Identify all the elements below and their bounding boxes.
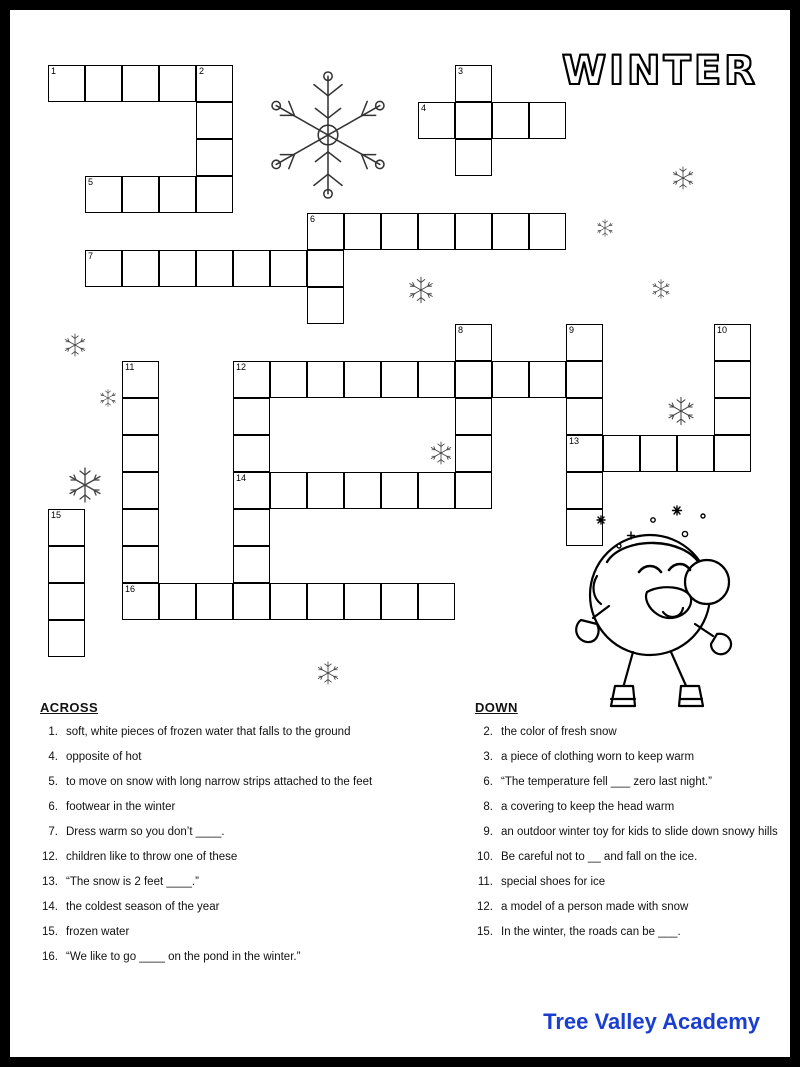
crossword-cell[interactable] — [196, 139, 233, 176]
clue-item — [40, 725, 440, 739]
crossword-cell[interactable] — [122, 176, 159, 213]
clue-text: “The snow is 2 feet ____.” — [66, 876, 199, 888]
clue-text: In the winter, the roads can be ___. — [501, 926, 681, 938]
clue-number: 10. — [477, 851, 493, 863]
crossword-cell[interactable] — [233, 435, 270, 472]
crossword-cell[interactable] — [455, 398, 492, 435]
crossword-cell[interactable] — [233, 583, 270, 620]
cell-number: 4 — [421, 103, 427, 113]
crossword-cell[interactable] — [418, 102, 455, 139]
crossword-cell[interactable] — [714, 361, 751, 398]
cell-number: 10 — [717, 325, 728, 335]
crossword-cell[interactable] — [566, 324, 603, 361]
snowflake-icon — [595, 218, 615, 238]
crossword-cell[interactable] — [418, 583, 455, 620]
clue-item — [40, 950, 440, 964]
clue-text: opposite of hot — [66, 751, 142, 763]
clue-text: soft, white pieces of frozen water that falls to the ground — [66, 726, 351, 738]
clue-text: “We like to go ____ on the pond in the winter.” — [66, 951, 301, 963]
crossword-cell[interactable] — [233, 546, 270, 583]
crossword-cell[interactable] — [233, 472, 270, 509]
clue-item — [475, 850, 785, 864]
crossword-cell[interactable] — [122, 583, 159, 620]
crossword-cell[interactable] — [418, 361, 455, 398]
crossword-cell[interactable] — [529, 102, 566, 139]
clue-item — [475, 725, 785, 739]
crossword-cell[interactable] — [381, 213, 418, 250]
crossword-cell[interactable] — [492, 102, 529, 139]
clue-text: Be careful not to __ and fall on the ice. — [501, 851, 698, 863]
crossword-cell[interactable] — [344, 361, 381, 398]
snowflake-icon — [98, 388, 118, 408]
clue-number: 5. — [48, 776, 58, 788]
clue-item — [475, 775, 785, 789]
clue-number: 1. — [48, 726, 58, 738]
worksheet-page — [10, 10, 790, 1057]
clue-text: an outdoor winter toy for kids to slide down snowy hills — [501, 826, 778, 838]
crossword-cell[interactable] — [455, 361, 492, 398]
cell-number: 5 — [88, 177, 94, 187]
page-title: WINTER — [562, 48, 758, 94]
crossword-cell[interactable] — [122, 250, 159, 287]
crossword-cell[interactable] — [85, 65, 122, 102]
crossword-cell[interactable] — [677, 435, 714, 472]
brand-footer: Tree Valley Academy — [543, 1009, 760, 1034]
clue-number: 16. — [42, 951, 58, 963]
crossword-cell[interactable] — [492, 361, 529, 398]
cell-number: 16 — [125, 584, 136, 594]
crossword-cell[interactable] — [233, 250, 270, 287]
clue-number: 13. — [42, 876, 58, 888]
clue-number: 14. — [42, 901, 58, 913]
crossword-cell[interactable] — [714, 398, 751, 435]
crossword-cell[interactable] — [48, 620, 85, 657]
snowflake-icon — [406, 275, 436, 305]
crossword-cell[interactable] — [344, 583, 381, 620]
crossword-cell[interactable] — [455, 435, 492, 472]
clue-number: 11. — [477, 876, 493, 888]
clue-text: Dress warm so you don’t ____. — [66, 826, 225, 838]
cell-number: 9 — [569, 325, 575, 335]
crossword-cell[interactable] — [233, 398, 270, 435]
crossword-cell[interactable] — [122, 546, 159, 583]
clue-text: the coldest season of the year — [66, 901, 220, 913]
crossword-cell[interactable] — [85, 176, 122, 213]
across-clues — [40, 700, 440, 975]
crossword-cell[interactable] — [159, 583, 196, 620]
clue-text: “The temperature fell ___ zero last night.” — [501, 776, 712, 788]
crossword-cell[interactable] — [344, 472, 381, 509]
clue-number: 4. — [48, 751, 58, 763]
crossword-cell[interactable] — [85, 250, 122, 287]
crossword-cell[interactable] — [48, 509, 85, 546]
crossword-cell[interactable] — [529, 213, 566, 250]
crossword-cell[interactable] — [455, 139, 492, 176]
snowflake-icon — [62, 332, 88, 358]
crossword-cell[interactable] — [455, 472, 492, 509]
clue-number: 6. — [483, 776, 493, 788]
clue-number: 15. — [42, 926, 58, 938]
crossword-cell[interactable] — [492, 213, 529, 250]
clue-number: 12. — [477, 901, 493, 913]
crossword-cell[interactable] — [714, 324, 751, 361]
clue-text: frozen water — [66, 926, 130, 938]
clue-item — [40, 825, 440, 839]
crossword-cell[interactable] — [455, 102, 492, 139]
clue-item — [475, 875, 785, 889]
cell-number: 6 — [310, 214, 316, 224]
clue-item — [40, 900, 440, 914]
crossword-cell[interactable] — [307, 287, 344, 324]
cell-number: 13 — [569, 436, 580, 446]
clue-text: the color of fresh snow — [501, 726, 617, 738]
crossword-cell[interactable] — [196, 583, 233, 620]
crossword-cell[interactable] — [307, 472, 344, 509]
snowman-illustration — [535, 500, 765, 715]
clue-item — [475, 750, 785, 764]
clue-item — [475, 825, 785, 839]
crossword-cell[interactable] — [270, 250, 307, 287]
clue-number: 7. — [48, 826, 58, 838]
crossword-cell[interactable] — [603, 435, 640, 472]
crossword-cell[interactable] — [196, 250, 233, 287]
clue-number: 9. — [483, 826, 493, 838]
crossword-cell[interactable] — [566, 361, 603, 398]
across-heading: ACROSS — [40, 700, 99, 715]
snowflake-icon — [428, 440, 454, 466]
cell-number: 14 — [236, 473, 247, 483]
snowflake-icon — [670, 165, 696, 191]
clue-text: to move on snow with long narrow strips attached to the feet — [66, 776, 373, 788]
crossword-cell[interactable] — [48, 546, 85, 583]
crossword-cell[interactable] — [455, 213, 492, 250]
crossword-cell[interactable] — [122, 361, 159, 398]
snowflake-icon — [650, 278, 672, 300]
clue-number: 2. — [483, 726, 493, 738]
clue-text: a model of a person made with snow — [501, 901, 689, 913]
clue-text: special shoes for ice — [501, 876, 606, 888]
clue-item — [40, 800, 440, 814]
snowflake-icon — [665, 395, 697, 427]
crossword-cell[interactable] — [233, 509, 270, 546]
cell-number: 1 — [51, 66, 57, 76]
clue-item — [475, 900, 785, 914]
crossword-cell[interactable] — [122, 435, 159, 472]
clue-number: 6. — [48, 801, 58, 813]
crossword-cell[interactable] — [270, 472, 307, 509]
clue-item — [475, 925, 785, 939]
crossword-cell[interactable] — [418, 472, 455, 509]
clue-item — [40, 775, 440, 789]
clue-number: 3. — [483, 751, 493, 763]
cell-number: 15 — [51, 510, 62, 520]
crossword-cell[interactable] — [455, 324, 492, 361]
clue-item — [40, 750, 440, 764]
clue-item — [475, 800, 785, 814]
clue-text: footwear in the winter — [66, 801, 176, 813]
crossword-cell[interactable] — [159, 65, 196, 102]
crossword-cell[interactable] — [566, 398, 603, 435]
clue-number: 15. — [477, 926, 493, 938]
crossword-cell[interactable] — [418, 213, 455, 250]
crossword-cell[interactable] — [159, 250, 196, 287]
clue-text: a piece of clothing worn to keep warm — [501, 751, 695, 763]
down-heading: DOWN — [475, 700, 518, 715]
crossword-cell[interactable] — [159, 176, 196, 213]
clue-item — [40, 875, 440, 889]
clue-text: a covering to keep the head warm — [501, 801, 675, 813]
clue-item — [40, 925, 440, 939]
crossword-cell[interactable] — [48, 65, 85, 102]
cell-number: 3 — [458, 66, 464, 76]
crossword-cell[interactable] — [122, 398, 159, 435]
crossword-cell[interactable] — [233, 361, 270, 398]
crossword-cell[interactable] — [270, 361, 307, 398]
crossword-cell[interactable] — [714, 435, 751, 472]
crossword-cell[interactable] — [307, 583, 344, 620]
snowflake-icon — [315, 660, 341, 686]
snowflake-icon — [65, 465, 105, 505]
crossword-cell[interactable] — [196, 102, 233, 139]
cell-number: 12 — [236, 362, 247, 372]
crossword-cell[interactable] — [381, 472, 418, 509]
crossword-cell[interactable] — [529, 361, 566, 398]
cell-number: 7 — [88, 251, 94, 261]
crossword-cell[interactable] — [640, 435, 677, 472]
crossword-cell[interactable] — [122, 472, 159, 509]
cell-number: 11 — [125, 362, 135, 372]
crossword-cell[interactable] — [381, 361, 418, 398]
crossword-cell[interactable] — [122, 509, 159, 546]
crossword-cell[interactable] — [381, 583, 418, 620]
clue-text: children like to throw one of these — [66, 851, 238, 863]
clue-number: 8. — [483, 801, 493, 813]
cell-number: 2 — [199, 66, 205, 76]
clue-number: 12. — [42, 851, 58, 863]
clue-item — [40, 850, 440, 864]
crossword-cell[interactable] — [307, 213, 344, 250]
crossword-cell[interactable] — [566, 435, 603, 472]
down-clues — [475, 700, 785, 950]
crossword-cell[interactable] — [270, 583, 307, 620]
crossword-cell[interactable] — [196, 65, 233, 102]
cell-number: 8 — [458, 325, 464, 335]
crossword-cell[interactable] — [307, 250, 344, 287]
crossword-cell[interactable] — [196, 176, 233, 213]
crossword-cell[interactable] — [48, 583, 85, 620]
crossword-cell[interactable] — [122, 65, 159, 102]
crossword-cell[interactable] — [307, 361, 344, 398]
crossword-cell[interactable] — [455, 65, 492, 102]
crossword-cell[interactable] — [344, 213, 381, 250]
